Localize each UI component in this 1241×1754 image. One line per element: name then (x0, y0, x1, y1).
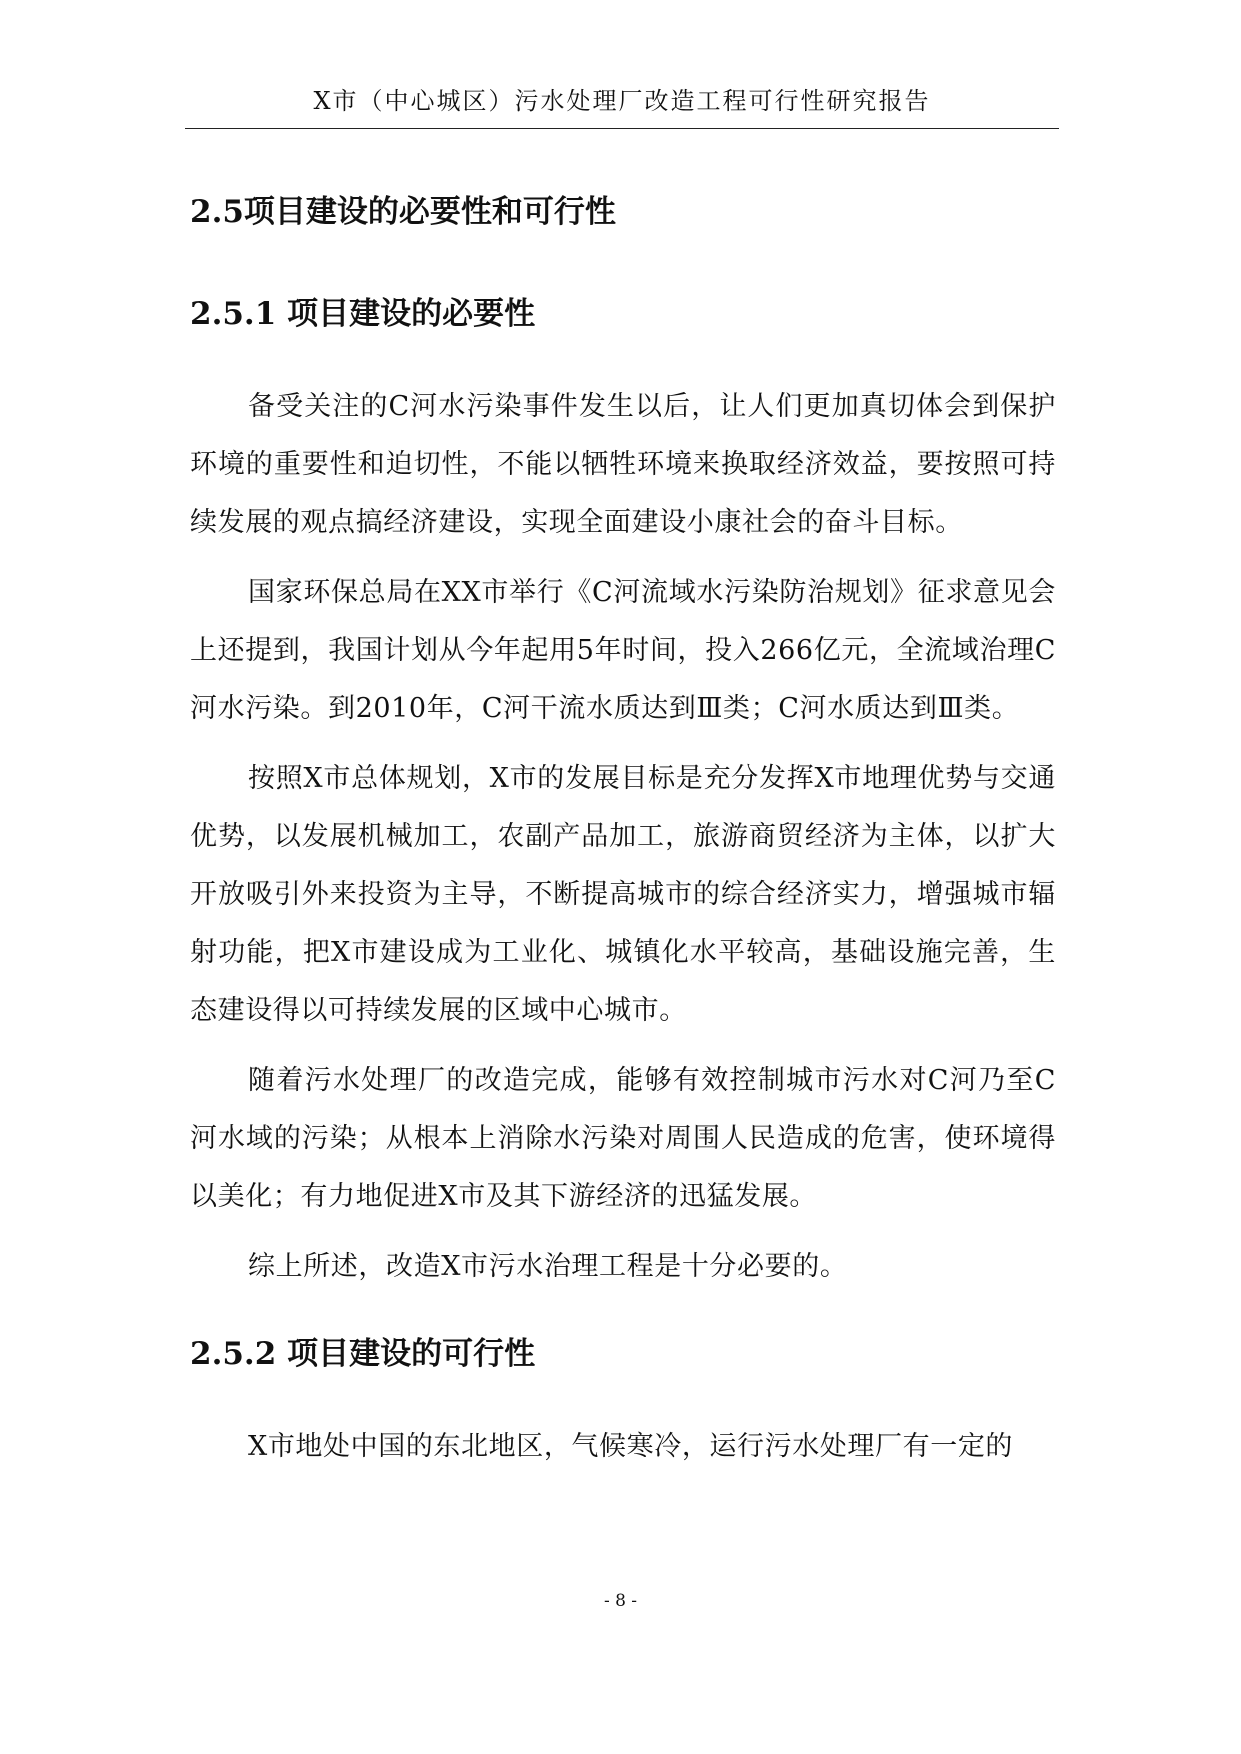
paragraph: X市地处中国的东北地区，气候寒冷，运行污水处理厂有一定的 (248, 1431, 1014, 1462)
paragraph: 综上所述，改造X市污水治理工程是十分必要的。 (248, 1251, 848, 1282)
section-heading-2-5: 2.5项目建设的必要性和可行性 (190, 194, 616, 230)
paragraph: 国家环保总局在XX市举行《C河流域水污染防治规划》征求意见会上还提到，我国计划从今年起用5年时间，投入266亿元，全流域治理C河水污染。到2010年，C河干流水质达到Ⅲ类；C河水质达到Ⅲ类。 (190, 577, 1056, 724)
subsection-heading-2-5-1: 2.5.1 项目建设的必要性 (190, 296, 536, 332)
document-body (190, 188, 1056, 1476)
header-rule (185, 128, 1059, 129)
page-number: - 8 - (603, 1591, 638, 1611)
paragraph: 随着污水处理厂的改造完成，能够有效控制城市污水对C河乃至C河水域的污染；从根本上消除水污染对周围人民造成的危害，使环境得以美化；有力地促进X市及其下游经济的迅猛发展。 (190, 1065, 1056, 1212)
paragraph: 按照X市总体规划，X市的发展目标是充分发挥X市地理优势与交通优势，以发展机械加工，农副产品加工，旅游商贸经济为主体，以扩大开放吸引外来投资为主导，不断提高城市的综合经济实力，增强城市辐射功能，把X市建设成为工业化、城镇化水平较高，基础设施完善，生态建设得以可持续发展的区域中心城市。 (190, 763, 1056, 1026)
running-header: X市（中心城区）污水处理厂改造工程可行性研究报告 (313, 87, 931, 115)
subsection-heading-2-5-2: 2.5.2 项目建设的可行性 (190, 1336, 536, 1372)
paragraph: 备受关注的C河水污染事件发生以后，让人们更加真切体会到保护环境的重要性和迫切性，不能以牺牲环境来换取经济效益，要按照可持续发展的观点搞经济建设，实现全面建设小康社会的奋斗目标。 (190, 391, 1056, 538)
